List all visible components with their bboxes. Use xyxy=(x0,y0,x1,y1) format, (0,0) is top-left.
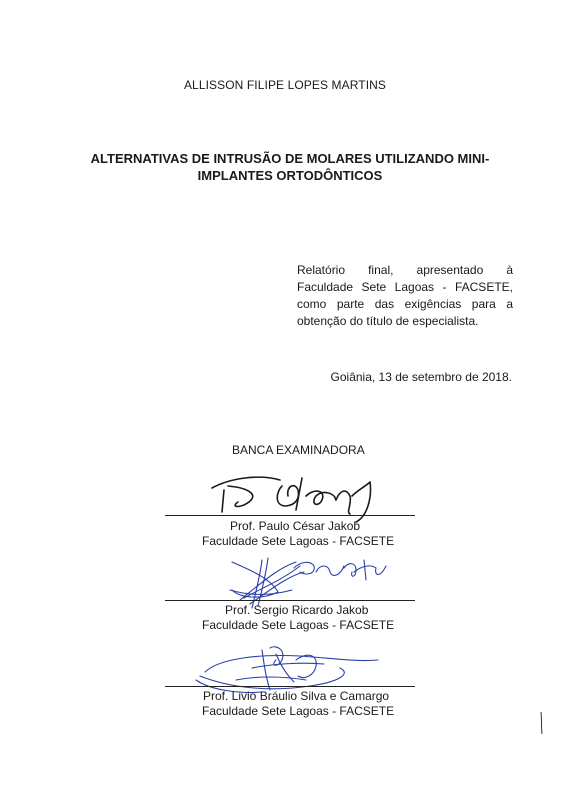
member-1-institution: Faculdade Sete Lagoas - FACSETE xyxy=(202,534,395,548)
intro-statement: Relatório final, apresentado à Faculdade Sete Lagoas - FACSETE, como parte das exigências para a obtenção do título de especialista. xyxy=(297,263,513,328)
signature-line-2 xyxy=(165,600,415,601)
document-title xyxy=(60,150,520,184)
member-2-name: Prof. Sergio Ricardo Jakob xyxy=(225,603,369,617)
board-title: BANCA EXAMINADORA xyxy=(232,443,365,457)
signature-line-1 xyxy=(165,515,415,516)
member-3-institution: Faculdade Sete Lagoas - FACSETE xyxy=(202,704,395,718)
member-2-institution: Faculdade Sete Lagoas - FACSETE xyxy=(202,618,395,632)
author-name: ALLISSON FILIPE LOPES MARTINS xyxy=(183,78,387,92)
member-1-name: Prof. Paulo César Jakob xyxy=(230,519,361,533)
place-and-date: Goiânia, 13 de setembro de 2018. xyxy=(330,370,512,384)
signature-line-3 xyxy=(165,686,415,687)
scan-mark xyxy=(540,712,543,734)
title-line-2: IMPLANTES ORTODÔNTICOS xyxy=(197,168,383,183)
title-line-1: ALTERNATIVAS DE INTRUSÃO DE MOLARES UTILIZANDO MINI- xyxy=(90,151,490,166)
member-3-name: Prof. Livio Bráulio Silva e Camargo xyxy=(203,689,390,703)
